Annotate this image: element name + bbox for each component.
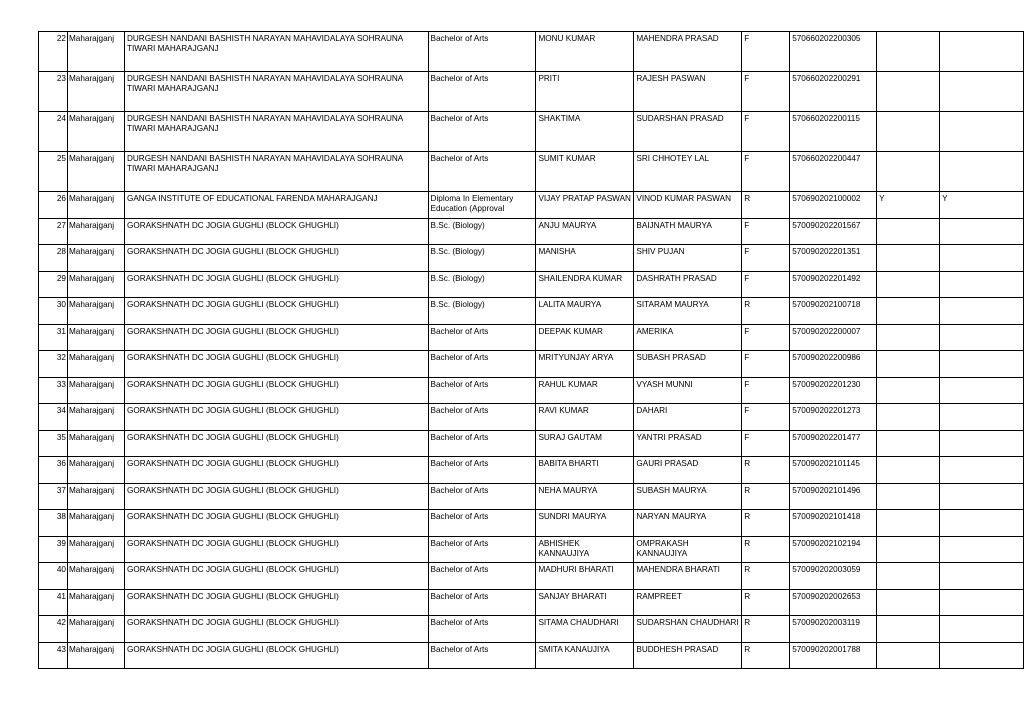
cell-district: Maharajganj: [67, 245, 124, 272]
cell-district: Maharajganj: [67, 510, 124, 537]
table-row: [39, 484, 1024, 510]
cell-serial: 41: [39, 590, 68, 616]
cell-college: GANGA INSTITUTE OF EDUCATIONAL FARENDA MAHARAJGANJ: [124, 192, 428, 219]
cell-father-name: SUBASH MAURYA: [634, 484, 742, 510]
cell-college: DURGESH NANDANI BASHISTH NARAYAN MAHAVIDALAYA SOHRAUNA TIWARI MAHARAJGANJ: [124, 32, 428, 72]
cell-student-name: SMITA KANAUJIYA: [536, 643, 634, 669]
cell-student-name: SHAKTIMA: [536, 112, 634, 152]
cell-type: F: [742, 245, 790, 272]
cell-serial: 36: [39, 457, 68, 484]
cell-flag-1: [877, 563, 940, 590]
table-row: [39, 537, 1024, 563]
table-row: [39, 192, 1024, 219]
cell-father-name: DAHARI: [634, 404, 742, 431]
cell-type: F: [742, 272, 790, 298]
cell-father-name: DASHRATH PRASAD: [634, 272, 742, 298]
cell-district: Maharajganj: [67, 484, 124, 510]
cell-flag-1: [877, 537, 940, 563]
cell-type: R: [742, 616, 790, 643]
cell-registration-number: 570090202201492: [790, 272, 877, 298]
cell-type: F: [742, 219, 790, 245]
cell-registration-number: 570090202102194: [790, 537, 877, 563]
cell-college: GORAKSHNATH DC JOGIA GUGHLI (BLOCK GHUGHLI): [124, 563, 428, 590]
cell-registration-number: 570090202200007: [790, 325, 877, 351]
cell-course: Bachelor of Arts: [428, 404, 536, 431]
table-row: [39, 152, 1024, 192]
cell-course: Bachelor of Arts: [428, 616, 536, 643]
cell-type: F: [742, 72, 790, 112]
cell-father-name: SUDARSHAN PRASAD: [634, 112, 742, 152]
cell-flag-1: [877, 245, 940, 272]
cell-serial: 27: [39, 219, 68, 245]
table-row: [39, 72, 1024, 112]
cell-course: B.Sc. (Biology): [428, 245, 536, 272]
cell-college: GORAKSHNATH DC JOGIA GUGHLI (BLOCK GHUGHLI): [124, 457, 428, 484]
cell-student-name: SUNDRI MAURYA: [536, 510, 634, 537]
cell-flag-2: [940, 219, 1024, 245]
cell-district: Maharajganj: [67, 219, 124, 245]
cell-flag-1: [877, 351, 940, 378]
cell-serial: 38: [39, 510, 68, 537]
cell-flag-1: [877, 72, 940, 112]
cell-flag-2: [940, 72, 1024, 112]
table-row: [39, 457, 1024, 484]
cell-serial: 40: [39, 563, 68, 590]
cell-father-name: VYASH MUNNI: [634, 378, 742, 404]
cell-district: Maharajganj: [67, 152, 124, 192]
cell-father-name: SUBASH PRASAD: [634, 351, 742, 378]
table-row: [39, 563, 1024, 590]
cell-college: GORAKSHNATH DC JOGIA GUGHLI (BLOCK GHUGHLI): [124, 298, 428, 325]
cell-course: Bachelor of Arts: [428, 378, 536, 404]
cell-type: F: [742, 32, 790, 72]
cell-student-name: MRITYUNJAY ARYA: [536, 351, 634, 378]
cell-flag-2: [940, 484, 1024, 510]
cell-flag-1: [877, 457, 940, 484]
cell-father-name: SHIV PUJAN: [634, 245, 742, 272]
cell-registration-number: 570660202200447: [790, 152, 877, 192]
cell-father-name: BAIJNATH MAURYA: [634, 219, 742, 245]
cell-course: Bachelor of Arts: [428, 563, 536, 590]
cell-district: Maharajganj: [67, 192, 124, 219]
table-row: [39, 298, 1024, 325]
cell-flag-1: [877, 32, 940, 72]
cell-registration-number: 570090202101145: [790, 457, 877, 484]
cell-father-name: AMERIKA: [634, 325, 742, 351]
cell-district: Maharajganj: [67, 298, 124, 325]
cell-registration-number: 570090202003119: [790, 616, 877, 643]
cell-flag-1: [877, 378, 940, 404]
cell-registration-number: 570090202201273: [790, 404, 877, 431]
cell-flag-2: Y: [940, 192, 1024, 219]
cell-college: GORAKSHNATH DC JOGIA GUGHLI (BLOCK GHUGHLI): [124, 245, 428, 272]
cell-college: GORAKSHNATH DC JOGIA GUGHLI (BLOCK GHUGHLI): [124, 404, 428, 431]
cell-college: GORAKSHNATH DC JOGIA GUGHLI (BLOCK GHUGHLI): [124, 590, 428, 616]
cell-father-name: MAHENDRA PRASAD: [634, 32, 742, 72]
cell-father-name: SRI CHHOTEY LAL: [634, 152, 742, 192]
cell-serial: 30: [39, 298, 68, 325]
cell-flag-2: [940, 537, 1024, 563]
cell-college: GORAKSHNATH DC JOGIA GUGHLI (BLOCK GHUGHLI): [124, 431, 428, 457]
cell-type: R: [742, 192, 790, 219]
cell-student-name: RAHUL KUMAR: [536, 378, 634, 404]
cell-flag-1: [877, 484, 940, 510]
cell-type: F: [742, 152, 790, 192]
cell-serial: 39: [39, 537, 68, 563]
cell-student-name: BABITA BHARTI: [536, 457, 634, 484]
cell-father-name: VINOD KUMAR PASWAN: [634, 192, 742, 219]
cell-flag-2: [940, 404, 1024, 431]
cell-flag-2: [940, 616, 1024, 643]
cell-type: R: [742, 457, 790, 484]
cell-flag-1: [877, 325, 940, 351]
table-row: [39, 351, 1024, 378]
cell-college: DURGESH NANDANI BASHISTH NARAYAN MAHAVIDALAYA SOHRAUNA TIWARI MAHARAJGANJ: [124, 112, 428, 152]
table-row: [39, 590, 1024, 616]
records-table: [38, 31, 1024, 669]
cell-type: R: [742, 298, 790, 325]
cell-course: Bachelor of Arts: [428, 325, 536, 351]
table-row: [39, 510, 1024, 537]
cell-registration-number: 570090202200986: [790, 351, 877, 378]
cell-registration-number: 570090202201567: [790, 219, 877, 245]
cell-student-name: SITAMA CHAUDHARI: [536, 616, 634, 643]
cell-flag-1: [877, 112, 940, 152]
cell-student-name: SURAJ GAUTAM: [536, 431, 634, 457]
cell-course: B.Sc. (Biology): [428, 298, 536, 325]
cell-flag-2: [940, 510, 1024, 537]
cell-flag-2: [940, 431, 1024, 457]
cell-flag-2: [940, 325, 1024, 351]
cell-type: R: [742, 563, 790, 590]
cell-course: Bachelor of Arts: [428, 72, 536, 112]
cell-type: R: [742, 537, 790, 563]
cell-student-name: MONU KUMAR: [536, 32, 634, 72]
cell-student-name: PRITI: [536, 72, 634, 112]
cell-course: Bachelor of Arts: [428, 112, 536, 152]
cell-registration-number: 570660202200115: [790, 112, 877, 152]
cell-college: GORAKSHNATH DC JOGIA GUGHLI (BLOCK GHUGHLI): [124, 272, 428, 298]
cell-flag-1: [877, 431, 940, 457]
cell-flag-2: [940, 590, 1024, 616]
cell-flag-2: [940, 351, 1024, 378]
cell-serial: 26: [39, 192, 68, 219]
cell-flag-1: [877, 219, 940, 245]
cell-flag-1: [877, 404, 940, 431]
cell-course: Bachelor of Arts: [428, 590, 536, 616]
cell-serial: 25: [39, 152, 68, 192]
cell-registration-number: 570090202101496: [790, 484, 877, 510]
table-row: [39, 378, 1024, 404]
cell-student-name: NEHA MAURYA: [536, 484, 634, 510]
cell-student-name: VIJAY PRATAP PASWAN: [536, 192, 634, 219]
cell-type: F: [742, 404, 790, 431]
cell-flag-1: [877, 298, 940, 325]
cell-father-name: SUDARSHAN CHAUDHARI: [634, 616, 742, 643]
cell-college: GORAKSHNATH DC JOGIA GUGHLI (BLOCK GHUGHLI): [124, 484, 428, 510]
cell-student-name: ABHISHEK KANNAUJIYA: [536, 537, 634, 563]
cell-flag-1: [877, 616, 940, 643]
cell-course: Bachelor of Arts: [428, 457, 536, 484]
cell-flag-2: [940, 563, 1024, 590]
cell-course: B.Sc. (Biology): [428, 219, 536, 245]
cell-flag-1: [877, 643, 940, 669]
cell-course: Diploma In Elementary Education (Approval: [428, 192, 536, 219]
cell-type: F: [742, 431, 790, 457]
cell-college: GORAKSHNATH DC JOGIA GUGHLI (BLOCK GHUGHLI): [124, 537, 428, 563]
cell-course: Bachelor of Arts: [428, 484, 536, 510]
cell-district: Maharajganj: [67, 563, 124, 590]
cell-student-name: SUMIT KUMAR: [536, 152, 634, 192]
cell-flag-1: [877, 272, 940, 298]
cell-type: F: [742, 351, 790, 378]
cell-serial: 32: [39, 351, 68, 378]
cell-serial: 23: [39, 72, 68, 112]
cell-course: Bachelor of Arts: [428, 351, 536, 378]
table-row: [39, 404, 1024, 431]
cell-serial: 24: [39, 112, 68, 152]
cell-registration-number: 570090202101418: [790, 510, 877, 537]
cell-registration-number: 570090202003059: [790, 563, 877, 590]
cell-type: R: [742, 484, 790, 510]
cell-district: Maharajganj: [67, 431, 124, 457]
cell-college: GORAKSHNATH DC JOGIA GUGHLI (BLOCK GHUGHLI): [124, 378, 428, 404]
cell-father-name: YANTRI PRASAD: [634, 431, 742, 457]
cell-student-name: MANISHA: [536, 245, 634, 272]
cell-serial: 35: [39, 431, 68, 457]
cell-flag-2: [940, 152, 1024, 192]
cell-flag-2: [940, 643, 1024, 669]
cell-type: F: [742, 325, 790, 351]
cell-district: Maharajganj: [67, 112, 124, 152]
cell-student-name: ANJU MAURYA: [536, 219, 634, 245]
cell-college: DURGESH NANDANI BASHISTH NARAYAN MAHAVIDALAYA SOHRAUNA TIWARI MAHARAJGANJ: [124, 72, 428, 112]
cell-course: Bachelor of Arts: [428, 537, 536, 563]
cell-district: Maharajganj: [67, 590, 124, 616]
cell-serial: 29: [39, 272, 68, 298]
table-row: [39, 431, 1024, 457]
cell-district: Maharajganj: [67, 72, 124, 112]
cell-serial: 42: [39, 616, 68, 643]
cell-course: B.Sc. (Biology): [428, 272, 536, 298]
cell-district: Maharajganj: [67, 457, 124, 484]
cell-student-name: RAVI KUMAR: [536, 404, 634, 431]
cell-district: Maharajganj: [67, 325, 124, 351]
cell-student-name: DEEPAK KUMAR: [536, 325, 634, 351]
cell-type: R: [742, 643, 790, 669]
cell-course: Bachelor of Arts: [428, 152, 536, 192]
cell-flag-2: [940, 457, 1024, 484]
cell-student-name: LALITA MAURYA: [536, 298, 634, 325]
cell-flag-1: [877, 590, 940, 616]
cell-district: Maharajganj: [67, 616, 124, 643]
cell-college: GORAKSHNATH DC JOGIA GUGHLI (BLOCK GHUGHLI): [124, 325, 428, 351]
cell-serial: 22: [39, 32, 68, 72]
table-row: [39, 325, 1024, 351]
cell-district: Maharajganj: [67, 272, 124, 298]
cell-college: GORAKSHNATH DC JOGIA GUGHLI (BLOCK GHUGHLI): [124, 351, 428, 378]
cell-type: F: [742, 112, 790, 152]
table-row: [39, 643, 1024, 669]
cell-serial: 43: [39, 643, 68, 669]
cell-father-name: RAJESH PASWAN: [634, 72, 742, 112]
cell-registration-number: 570090202100718: [790, 298, 877, 325]
cell-flag-2: [940, 245, 1024, 272]
table-row: [39, 219, 1024, 245]
cell-college: GORAKSHNATH DC JOGIA GUGHLI (BLOCK GHUGHLI): [124, 510, 428, 537]
cell-district: Maharajganj: [67, 404, 124, 431]
cell-student-name: SANJAY BHARATI: [536, 590, 634, 616]
cell-serial: 28: [39, 245, 68, 272]
cell-registration-number: 570090202001788: [790, 643, 877, 669]
cell-district: Maharajganj: [67, 32, 124, 72]
cell-type: R: [742, 510, 790, 537]
cell-father-name: BUDDHESH PRASAD: [634, 643, 742, 669]
table-row: [39, 616, 1024, 643]
cell-college: GORAKSHNATH DC JOGIA GUGHLI (BLOCK GHUGHLI): [124, 219, 428, 245]
cell-father-name: SITARAM MAURYA: [634, 298, 742, 325]
cell-registration-number: 570090202201477: [790, 431, 877, 457]
cell-type: F: [742, 378, 790, 404]
cell-father-name: OMPRAKASH KANNAUJIYA: [634, 537, 742, 563]
cell-flag-2: [940, 272, 1024, 298]
cell-father-name: RAMPREET: [634, 590, 742, 616]
cell-college: DURGESH NANDANI BASHISTH NARAYAN MAHAVIDALAYA SOHRAUNA TIWARI MAHARAJGANJ: [124, 152, 428, 192]
cell-student-name: SHAILENDRA KUMAR: [536, 272, 634, 298]
cell-registration-number: 570660202200305: [790, 32, 877, 72]
cell-type: R: [742, 590, 790, 616]
cell-flag-1: Y: [877, 192, 940, 219]
cell-father-name: GAURI PRASAD: [634, 457, 742, 484]
cell-serial: 31: [39, 325, 68, 351]
table-row: [39, 272, 1024, 298]
cell-registration-number: 570090202002653: [790, 590, 877, 616]
cell-district: Maharajganj: [67, 351, 124, 378]
cell-student-name: MADHURI BHARATI: [536, 563, 634, 590]
cell-flag-2: [940, 32, 1024, 72]
cell-college: GORAKSHNATH DC JOGIA GUGHLI (BLOCK GHUGHLI): [124, 616, 428, 643]
cell-serial: 33: [39, 378, 68, 404]
cell-course: Bachelor of Arts: [428, 643, 536, 669]
cell-college: GORAKSHNATH DC JOGIA GUGHLI (BLOCK GHUGHLI): [124, 643, 428, 669]
cell-flag-2: [940, 298, 1024, 325]
cell-father-name: NARYAN MAURYA: [634, 510, 742, 537]
cell-registration-number: 570090202201230: [790, 378, 877, 404]
cell-district: Maharajganj: [67, 537, 124, 563]
cell-serial: 37: [39, 484, 68, 510]
cell-flag-2: [940, 378, 1024, 404]
cell-flag-1: [877, 510, 940, 537]
table-row: [39, 112, 1024, 152]
table-row: [39, 32, 1024, 72]
cell-flag-2: [940, 112, 1024, 152]
cell-course: Bachelor of Arts: [428, 32, 536, 72]
cell-father-name: MAHENDRA BHARATI: [634, 563, 742, 590]
cell-registration-number: 570090202201351: [790, 245, 877, 272]
table-row: [39, 245, 1024, 272]
cell-registration-number: 570660202200291: [790, 72, 877, 112]
cell-district: Maharajganj: [67, 378, 124, 404]
cell-serial: 34: [39, 404, 68, 431]
cell-course: Bachelor of Arts: [428, 510, 536, 537]
cell-district: Maharajganj: [67, 643, 124, 669]
cell-flag-1: [877, 152, 940, 192]
cell-course: Bachelor of Arts: [428, 431, 536, 457]
cell-registration-number: 570690202100002: [790, 192, 877, 219]
